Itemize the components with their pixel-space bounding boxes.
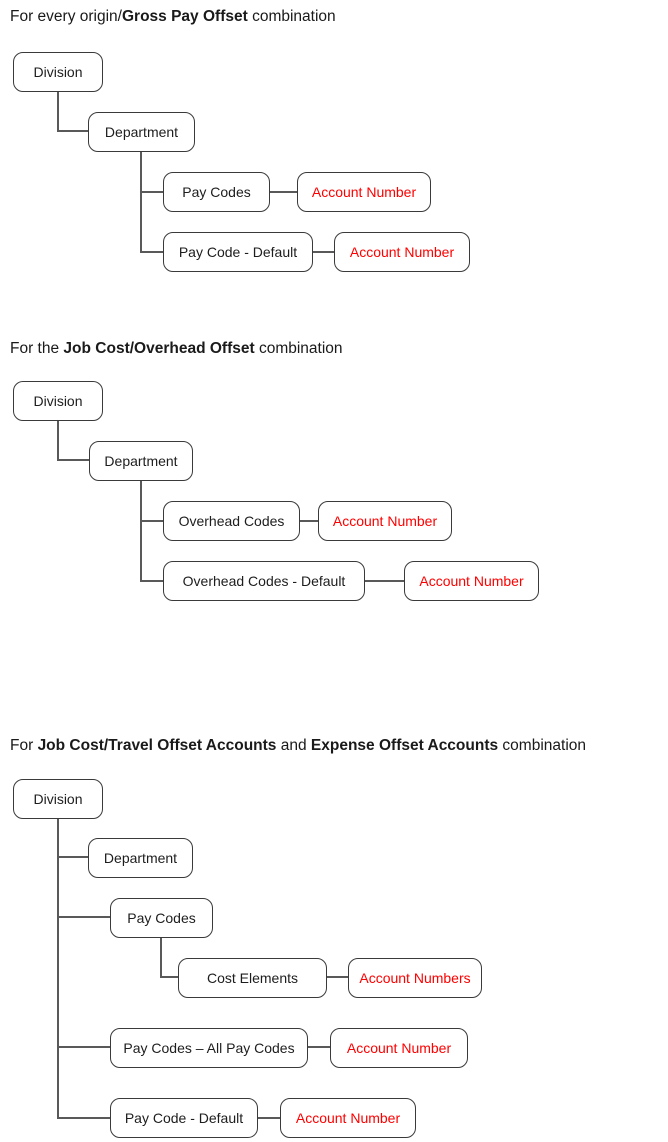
node-label: Overhead Codes - Default [182,573,346,589]
diagram2-title-bold: Job Cost/Overhead Offset [63,340,255,357]
node-label: Department [104,124,179,140]
node-d2-overhead-codes [163,501,300,541]
node-label: Account Number [349,244,455,260]
connector-d2-division-department [57,459,89,461]
node-label: Division [33,64,83,80]
node-d3-cost-elements [178,958,327,998]
connector-d2-overheadcodes-account [300,520,319,522]
connector-d1-paycodedefault-account [313,251,334,253]
node-label: Account Number [346,1040,452,1056]
node-d3-division [13,779,103,819]
diagram1-title-post: combination [247,8,336,25]
connector-d1-division-drop [57,92,59,132]
node-label: Account Number [311,184,417,200]
node-d3-department [88,838,193,878]
connector-d3-division-paycodes [57,916,111,918]
node-label: Account Number [419,573,524,589]
node-d3-pay-codes-all [110,1028,308,1068]
diagram3-title-bold2: Expense Offset Accounts [310,737,499,754]
node-d1-pay-code-default [163,232,313,272]
connector-d2-overheaddefault-account [365,580,404,582]
node-d2-overhead-codes-account [318,501,452,541]
diagram2-title-pre: For the [10,340,64,357]
connector-d3-paycodes-drop [160,938,162,978]
connector-d3-division-paycodesall [57,1046,111,1048]
node-d3-pay-codes [110,898,213,938]
connector-d2-department-overheadcodes [140,520,164,522]
node-d2-overhead-codes-default [163,561,365,601]
node-d1-department [88,112,195,152]
node-label: Account Number [332,513,438,529]
connector-d1-division-department [57,130,89,132]
connector-d3-paycodedefault-account [258,1117,280,1119]
diagram2-title [10,340,343,358]
node-label: Department [104,453,178,469]
node-d2-overhead-codes-default-account [404,561,539,601]
node-d2-department [89,441,193,481]
connector-d2-department-drop [140,481,142,582]
node-d3-pay-code-default [110,1098,258,1138]
connector-d2-division-drop [57,421,59,461]
diagram1-title-pre: For every origin/ [10,8,122,25]
connector-d3-division-drop [57,819,59,1119]
node-d3-cost-elements-accounts [348,958,482,998]
node-label: Pay Codes [127,910,196,926]
diagram3-title-pre: For [10,737,38,754]
node-label: Account Number [295,1110,401,1126]
node-d1-pay-codes [163,172,270,212]
node-d3-pay-code-default-account [280,1098,416,1138]
node-label: Pay Codes [182,184,251,200]
node-label: Division [33,791,83,807]
node-label: Account Numbers [359,970,471,986]
diagram1-title [10,8,336,26]
diagram3-title-post: combination [498,737,587,754]
node-label: Overhead Codes [178,513,285,529]
node-label: Pay Code - Default [178,244,298,260]
node-label: Department [103,850,178,866]
diagram1-title-bold: Gross Pay Offset [121,8,248,25]
diagram3-title-bold1: Job Cost/Travel Offset Accounts [37,737,277,754]
connector-d3-costelements-accounts [327,976,348,978]
connector-d1-department-paycodedefault [140,251,164,253]
connector-d1-department-paycodes [140,191,164,193]
diagram2-title-post: combination [254,340,343,357]
connector-d1-department-drop [140,152,142,253]
diagram3-title [10,737,586,755]
node-label: Division [33,393,83,409]
node-d1-pay-codes-account [297,172,431,212]
node-label: Cost Elements [206,970,299,986]
connector-d3-paycodes-costelements [160,976,179,978]
node-label: Pay Codes – All Pay Codes [123,1040,295,1056]
node-d1-division [13,52,103,92]
connector-d3-paycodesall-account [308,1046,330,1048]
connector-d3-division-department [57,856,89,858]
connector-d2-department-overheaddefault [140,580,164,582]
connector-d1-paycodes-account [270,191,298,193]
connector-d3-division-paycodedefault [57,1117,111,1119]
node-d1-pay-code-default-account [334,232,470,272]
diagram3-title-mid: and [276,737,311,754]
node-d3-pay-codes-all-account [330,1028,468,1068]
node-label: Pay Code - Default [124,1110,244,1126]
node-d2-division [13,381,103,421]
